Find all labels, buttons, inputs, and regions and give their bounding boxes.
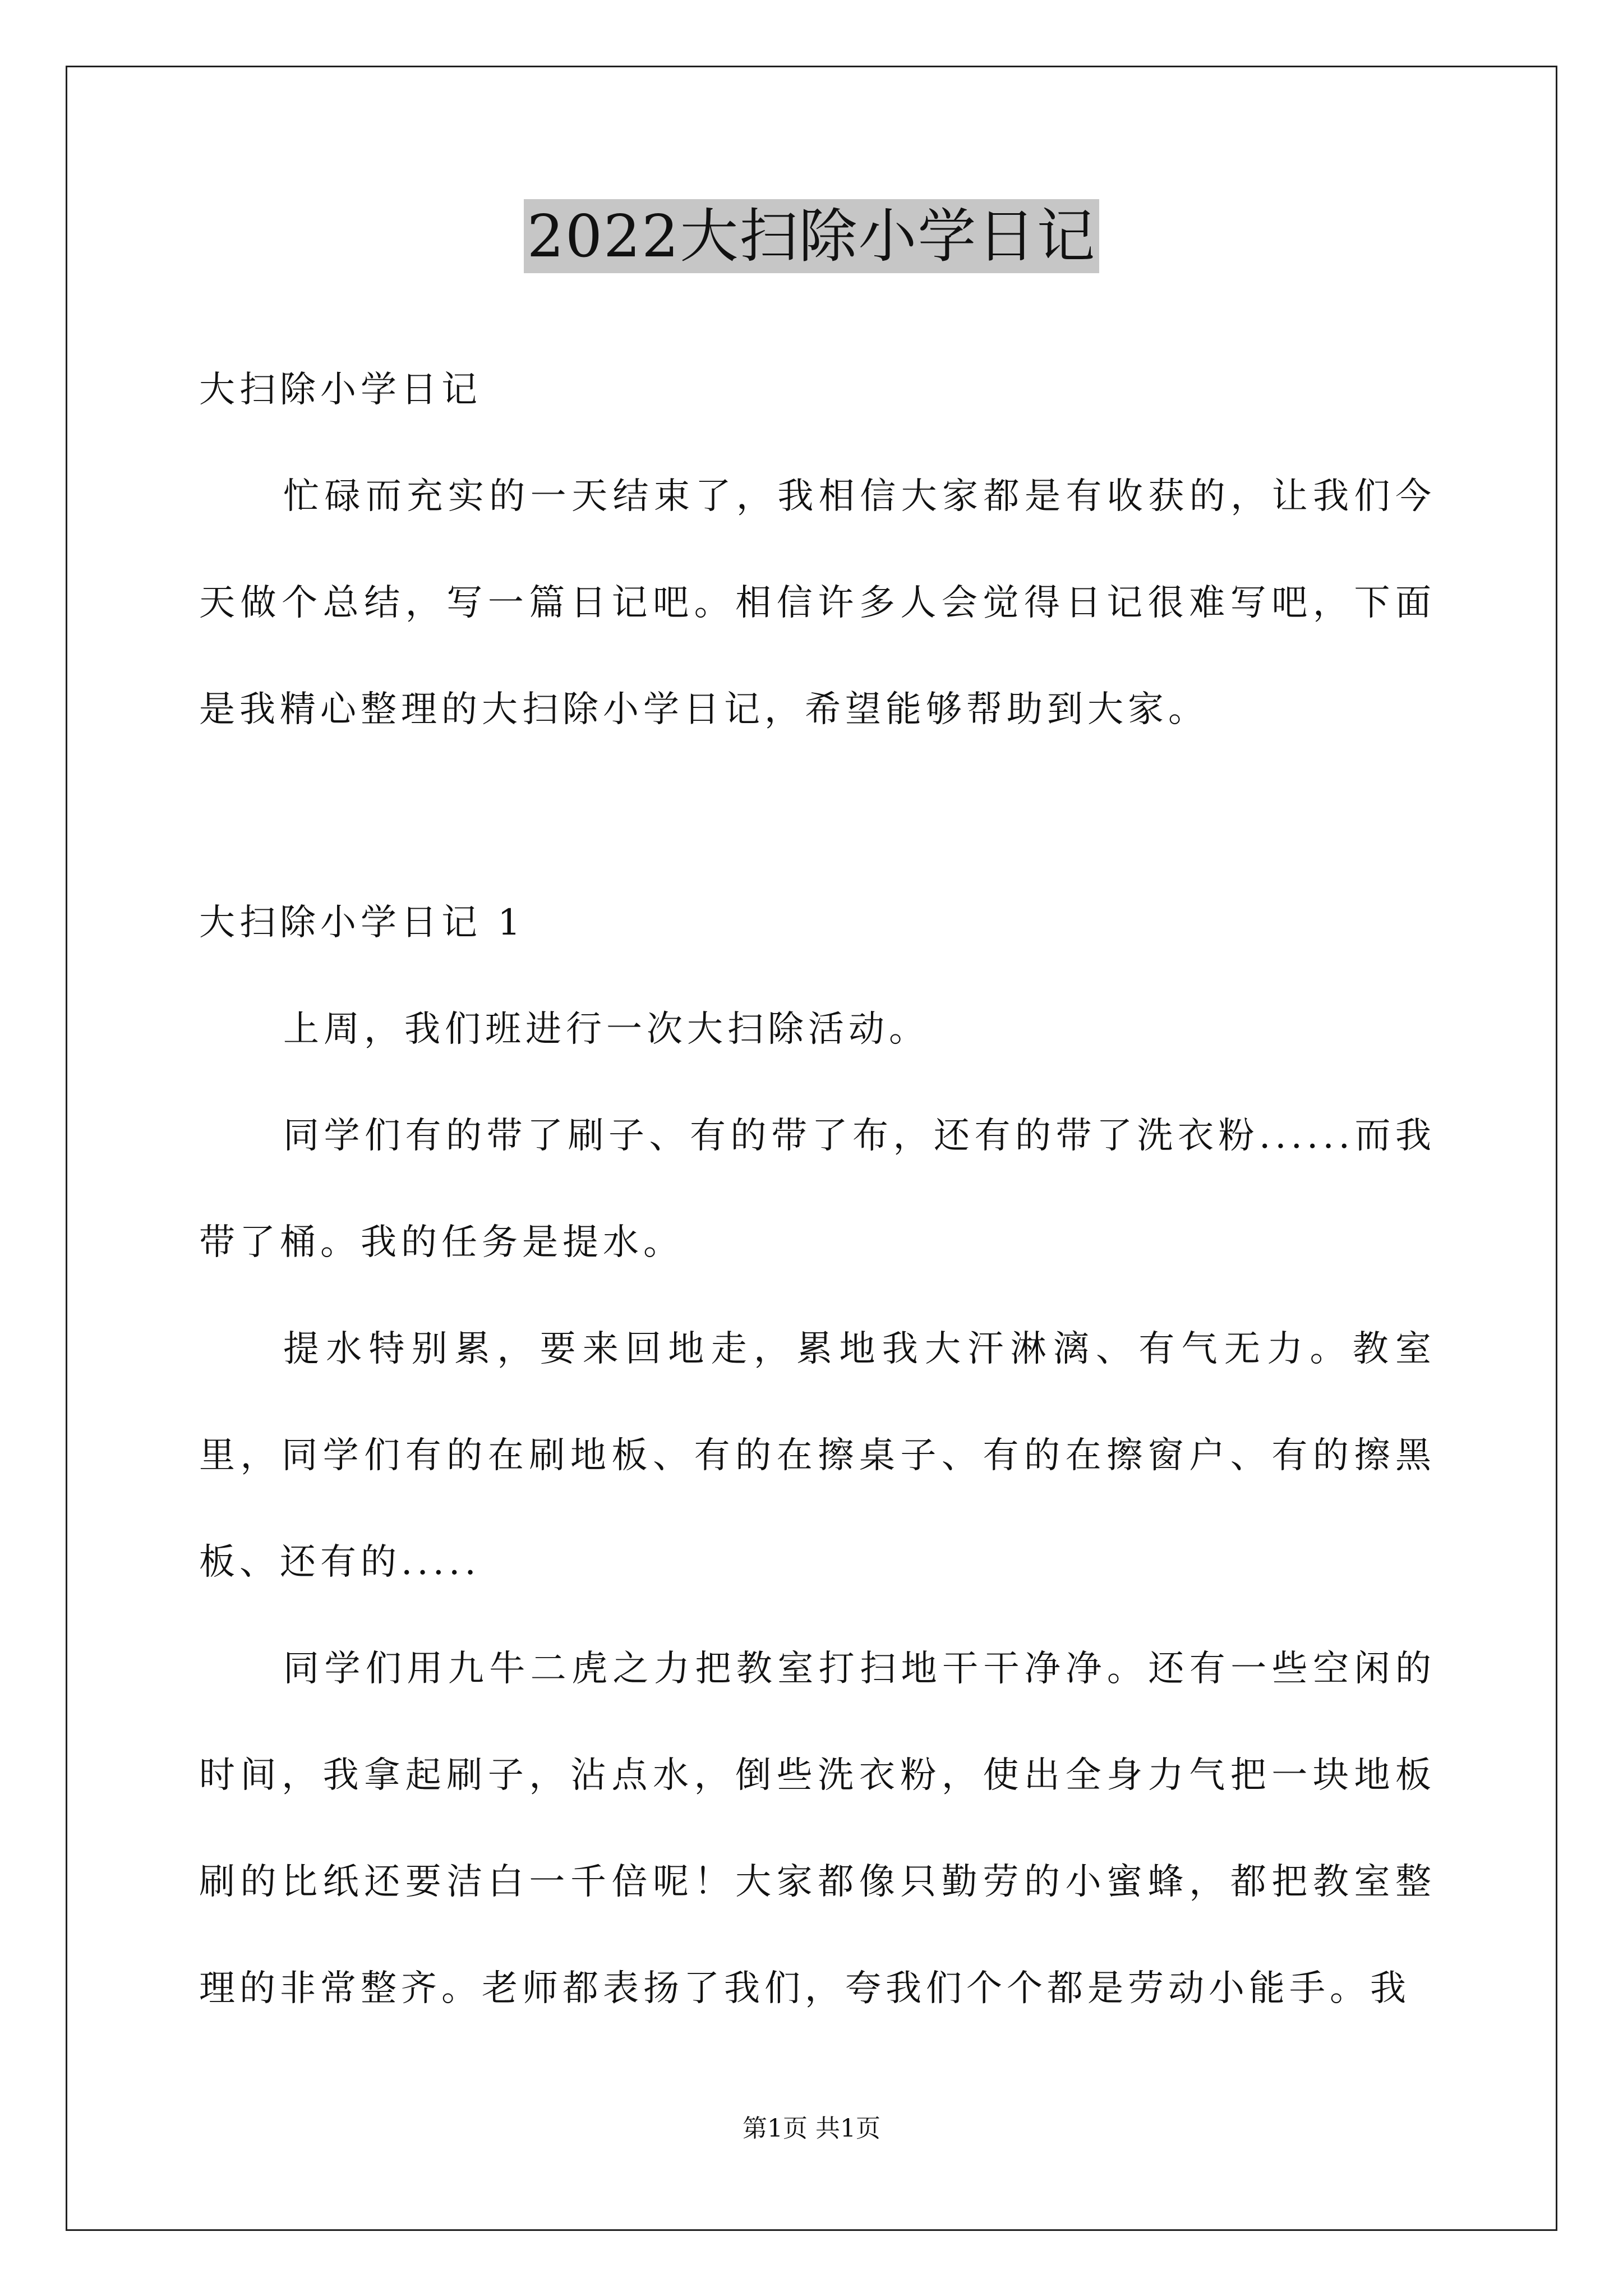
paragraph: 上周，我们班进行一次大扫除活动。	[283, 1009, 929, 1050]
page-footer: 第1页 共1页	[743, 2114, 880, 2143]
intro-paragraph: 忙碌而充实的一天结束了，我相信大家都是有收获的，让我们今天做个总结，写一篇日记吧。相信许多人会觉得日记很难写吧，下面是我精心整理的大扫除小学日记，希望能够帮助到大家。	[199, 476, 1436, 730]
title-container	[0, 199, 1623, 273]
paragraph: 提水特别累，要来回地走，累地我大汗淋漓、有气无力。教室里，同学们有的在刷地板、有的在擦桌子、有的在擦窗户、有的擦黑板、还有的.....	[199, 1328, 1436, 1583]
paragraph: 同学们有的带了刷子、有的带了布，还有的带了洗衣粉......而我带了桶。我的任务是提水。	[199, 1115, 1436, 1263]
document-title: 2022大扫除小学日记	[524, 199, 1100, 273]
intro-heading: 大扫除小学日记	[199, 369, 482, 411]
document-body	[199, 337, 1436, 2042]
section-heading: 大扫除小学日记 1	[199, 902, 525, 944]
paragraph: 同学们用九牛二虎之力把教室打扫地干干净净。还有一些空闲的时间，我拿起刷子，沾点水，倒些洗衣粉，使出全身力气把一块地板刷的比纸还要洁白一千倍呢！大家都像只勤劳的小蜜蜂，都把教室整理的非常整齐。老师都表扬了我们，夸我们个个都是劳动小能手。我	[199, 1648, 1436, 2009]
